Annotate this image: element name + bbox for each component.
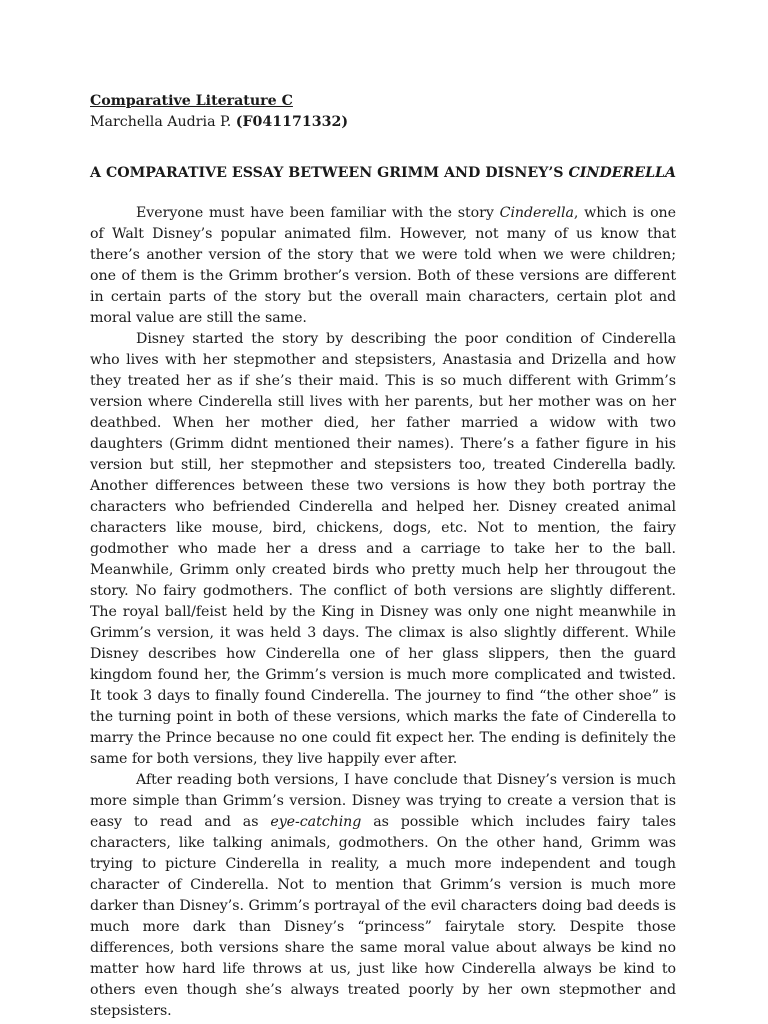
author-id: (F041171332) (235, 114, 349, 130)
essay-body (90, 203, 676, 1022)
essay-title-main: A COMPARATIVE ESSAY BETWEEN GRIMM AND DISNEY’S (90, 165, 569, 181)
essay-title (90, 163, 676, 184)
paragraph-1 (90, 203, 676, 329)
author-name: Marchella Audria P. (90, 114, 232, 130)
paragraph-2: Disney started the story by describing the poor condition of Cinderella who lives with her stepmother and stepsisters, Anastasia and Drizella and how they treated her as if she’s their maid. This is so much different with Grimm’s version where Cinderella still lives with her parents, but her mother was on her deathbed. When her mother died, her father married a widow with two daughters (Grimm didnt mentioned their names). There’s a father figure in his version but still, her stepmother and stepsisters too, treated Cinderella badly. Another differences between these two versions is how they both portray the characters who befriended Cinderella and helped her. Disney created animal characters like mouse, bird, chickens, dogs, etc. Not to mention, the fairy godmother who made her a dress and a carriage to take her to the ball. Meanwhile, Grimm only created birds who pretty much help her througout the story. No fairy godmothers. The conflict of both versions are slightly different. The royal ball/feist held by the King in Disney was only one night meanwhile in Grimm’s version, it was held 3 days. The climax is also slightly different. While Disney describes how Cinderella one of her glass slippers, then the guard kingdom found her, the Grimm’s version is much more complicated and twisted. It took 3 days to finally found Cinderella. The journey to find “the other shoe” is the turning point in both of these versions, which marks the fate of Cinderella to marry the Prince because no one could fit expect her. The ending is definitely the same for both versions, they live happily ever after. (90, 331, 676, 767)
author-line (90, 112, 676, 133)
paragraph-1-italic: Cinderella (499, 205, 574, 221)
document-page (90, 91, 676, 1022)
paragraph-3-italic: eye-catching (270, 814, 362, 830)
paragraph-1-part-a: Everyone must have been familiar with the story (136, 205, 500, 221)
paragraph-3 (90, 770, 676, 1022)
paragraph-1-part-c: , which is one of Walt Disney’s popular animated film. However, not many of us know that there’s another version of the story that we were told when we were children; one of them is the Grimm brother’s version. Both of these versions are different in certain parts of the story but the overall main characters, certain plot and moral value are still the same. (90, 205, 676, 326)
essay-title-italic: CINDERELLA (568, 165, 677, 181)
course-heading: Comparative Literature C (90, 93, 293, 109)
paragraph-3-part-c: as possible which includes fairy tales characters, like talking animals, godmothers. On the other hand, Grimm was trying to picture Cinderella in reality, a much more independent and tough character of Cinderella. Not to mention that Grimm’s version is much more darker than Disney’s. Grimm’s portrayal of the evil characters doing bad deeds is much more dark than Disney’s “princess” fairytale story. Despite those differences, both versions share the same moral value about always be kind no matter how hard life throws at us, just like how Cinderella always be kind to others even though she’s always treated poorly by her own stepmother and stepsisters. (90, 814, 676, 1019)
paragraph-3-part-a: After reading both versions, I have conclude that Disney’s version is much more simple than Grimm’s version. Disney was trying to create a version that is easy to read and as (90, 772, 676, 830)
